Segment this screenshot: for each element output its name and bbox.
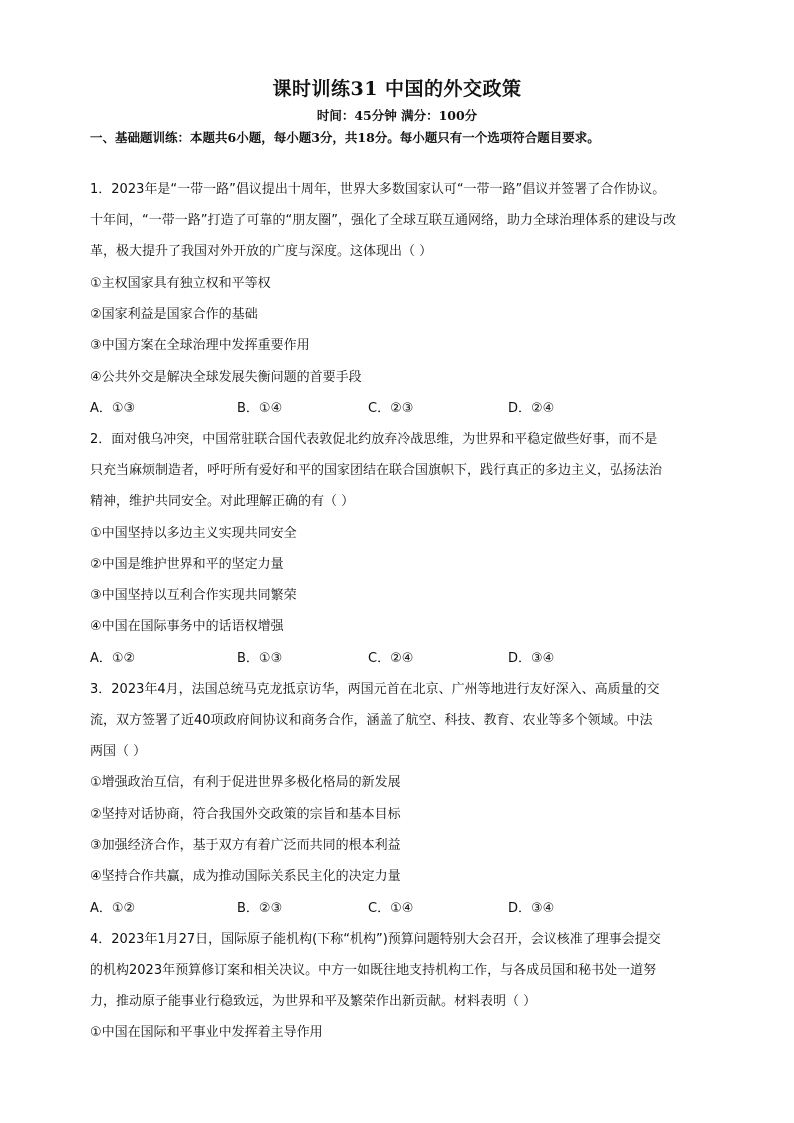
question-3-item: ④坚持合作共赢，成为推动国际关系民主化的决定力量 — [90, 869, 401, 884]
option-b[interactable]: B．①③ — [237, 651, 283, 666]
question-2-stem-line: 精神，维护共同安全。对此理解正确的有（ ） — [90, 494, 355, 509]
option-b[interactable]: B．①④ — [237, 401, 283, 416]
question-2-item: ④中国在国际事务中的话语权增强 — [90, 619, 284, 634]
question-1-stem-line: 1．2023年是“一带一路”倡议提出十周年，世界大多数国家认可“一带一路”倡议并签署了合作协议。 — [90, 182, 666, 197]
question-1-options — [90, 397, 704, 417]
option-a[interactable]: A．①② — [90, 901, 136, 916]
option-d[interactable]: D．②④ — [508, 401, 555, 416]
question-2-item: ②中国是维护世界和平的坚定力量 — [90, 557, 284, 572]
question-2-options — [90, 647, 704, 667]
question-4-item: ①中国在国际和平事业中发挥着主导作用 — [90, 1025, 323, 1040]
question-2-stem-line: 2．面对俄乌冲突，中国常驻联合国代表敦促北约放弃冷战思维，为世界和平稳定做些好事，而不是 — [90, 432, 658, 447]
question-1-item: ②国家利益是国家合作的基础 — [90, 307, 258, 322]
question-2-stem-line: 只充当麻烦制造者，呼吁所有爱好和平的国家团结在联合国旗帜下，践行真正的多边主义，弘扬法治 — [90, 463, 663, 478]
question-4-stem-line: 4．2023年1月27日，国际原子能机构(下称“机构”)预算问题特别大会召开，会议核准了理事会提交 — [90, 932, 661, 947]
page-title: 课时训练31 中国的外交政策 — [272, 78, 522, 100]
option-d[interactable]: D．③④ — [508, 651, 555, 666]
option-b[interactable]: B．②③ — [237, 901, 283, 916]
question-1-item: ①主权国家具有独立权和平等权 — [90, 276, 271, 291]
question-2-item: ③中国坚持以互利合作实现共同繁荣 — [90, 588, 297, 603]
question-3-stem-line: 流，双方签署了近40项政府间协议和商务合作，涵盖了航空、科技、教育、农业等多个领域。中法 — [90, 713, 653, 728]
option-a[interactable]: A．①③ — [90, 401, 136, 416]
question-3-options — [90, 897, 704, 917]
question-1-stem-line: 革，极大提升了我国对外开放的广度与深度。这体现出（ ） — [90, 244, 433, 259]
option-d[interactable]: D．③④ — [508, 901, 555, 916]
option-c[interactable]: C．①④ — [368, 901, 414, 916]
question-4-stem-line: 的机构2023年预算修订案和相关决议。中方一如既往地支持机构工作，与各成员国和秘书处一道努 — [90, 963, 657, 978]
question-1-stem-line: 十年间，“一带一路”打造了可靠的“朋友圈”，强化了全球互联互通网络，助力全球治理体系的建设与改 — [90, 213, 676, 228]
question-4-stem-line: 力，推动原子能事业行稳致远，为世界和平及繁荣作出新贡献。材料表明（ ） — [90, 994, 537, 1009]
section-heading: 一、基础题训练：本题共6小题，每小题3分，共18分。每小题只有一个选项符合题目要求。 — [90, 130, 600, 145]
question-3-item: ①增强政治互信，有利于促进世界多极化格局的新发展 — [90, 775, 401, 790]
question-3-stem-line: 3．2023年4月，法国总统马克龙抵京访华，两国元首在北京、广州等地进行友好深入、高质量的交 — [90, 682, 660, 697]
question-3-item: ③加强经济合作，基于双方有着广泛而共同的根本利益 — [90, 838, 401, 853]
question-1-item: ③中国方案在全球治理中发挥重要作用 — [90, 338, 310, 353]
exam-meta: 时间：45分钟 满分：100分 — [316, 108, 478, 123]
question-1-item: ④公共外交是解决全球发展失衡问题的首要手段 — [90, 370, 362, 385]
question-2-item: ①中国坚持以多边主义实现共同安全 — [90, 526, 297, 541]
option-c[interactable]: C．②④ — [368, 651, 414, 666]
option-c[interactable]: C．②③ — [368, 401, 414, 416]
question-3-stem-line: 两国（ ） — [90, 744, 147, 759]
question-3-item: ②坚持对话协商，符合我国外交政策的宗旨和基本目标 — [90, 807, 401, 822]
option-a[interactable]: A．①② — [90, 651, 136, 666]
